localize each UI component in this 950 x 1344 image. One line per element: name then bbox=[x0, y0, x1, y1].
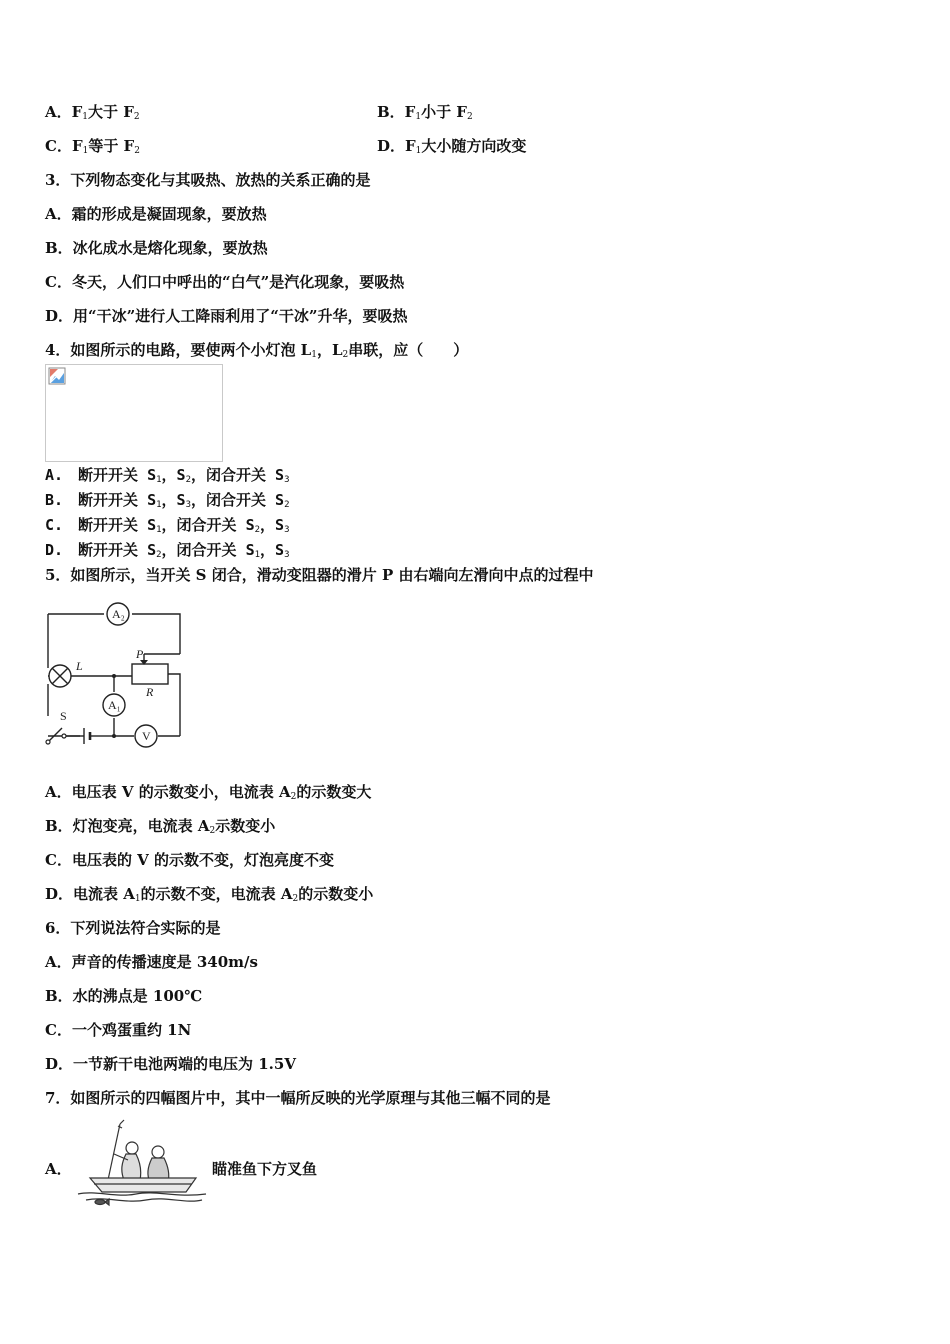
q4-option-b: B. 断开开关 $S_1$，$S_3$，闭合开关 $S_2$ bbox=[45, 491, 290, 510]
q7-stem: 7．如图所示的四幅图片中，其中一幅所反映的光学原理与其他三幅不同的是 bbox=[45, 1089, 551, 1107]
lamp-symbol bbox=[48, 665, 94, 687]
q6-stem: 6．下列说法符合实际的是 bbox=[45, 919, 221, 937]
q5-option-c: C．电压表的 V 的示数不变，灯泡亮度不变 bbox=[45, 851, 335, 869]
q2-option-a: A．$F_1$大于 $F_2$ bbox=[45, 103, 140, 122]
q3-option-c: C．冬天，人们口中呼出的“白气”是汽化现象，要吸热 bbox=[45, 273, 405, 291]
q4-option-c: C. 断开开关 $S_1$，闭合开关 $S_2$，$S_3$ bbox=[45, 516, 290, 535]
q5-circuit-diagram bbox=[40, 596, 186, 748]
q6-option-a: A．声音的传播速度是 340m/s bbox=[45, 953, 258, 971]
q2-option-b: B．$F_1$小于 $F_2$ bbox=[377, 103, 473, 122]
q3-option-b: B．冰化成水是熔化现象，要放热 bbox=[45, 239, 268, 257]
q4-option-a: A. 断开开关 $S_1$，$S_2$，闭合开关 $S_3$ bbox=[45, 466, 290, 485]
q2-option-c: C．$F_1$等于 $F_2$ bbox=[45, 137, 140, 156]
q7-fisherman-boat-illustration bbox=[76, 1118, 212, 1210]
fig-label-r: R bbox=[146, 685, 154, 699]
q5-option-a: A．电压表 V 的示数变小，电流表 $A_2$的示数变大 bbox=[45, 783, 372, 802]
q3-option-a: A．霜的形成是凝固现象，要放热 bbox=[45, 205, 267, 223]
q4-stem: 4．如图所示的电路，要使两个小灯泡 $L_1$，$L_2$串联，应（ ） bbox=[45, 341, 469, 360]
fig-label-a1: A₁ bbox=[108, 698, 121, 712]
fig-label-s: S bbox=[60, 709, 67, 723]
q6-option-c: C．一个鸡蛋重约 1N bbox=[45, 1021, 192, 1039]
fig-label-v: V bbox=[142, 729, 151, 743]
q5-option-b: B．灯泡变亮，电流表 $A_2$示数变小 bbox=[45, 817, 276, 836]
q2-option-d: D．$F_1$大小随方向改变 bbox=[377, 137, 527, 156]
fig-label-l: L bbox=[76, 659, 83, 673]
fig-label-p: P bbox=[136, 647, 144, 661]
broken-image-icon bbox=[48, 367, 66, 385]
q5-option-d: D．电流表 $A_1$的示数不变，电流表 $A_2$的示数变小 bbox=[45, 885, 374, 904]
q3-stem: 3．下列物态变化与其吸热、放热的关系正确的是 bbox=[45, 171, 371, 189]
q7-option-a-caption: 瞄准鱼下方叉鱼 bbox=[212, 1160, 318, 1178]
q4-option-d: D. 断开开关 $S_2$，闭合开关 $S_1$，$S_3$ bbox=[45, 541, 290, 560]
q3-option-d: D．用“干冰”进行人工降雨利用了“干冰”升华，要吸热 bbox=[45, 307, 408, 325]
broken-image-placeholder bbox=[45, 364, 223, 462]
q6-option-b: B．水的沸点是 100℃ bbox=[45, 987, 203, 1005]
fig-label-a2: A₂ bbox=[112, 607, 125, 621]
q6-option-d: D．一节新干电池两端的电压为 1.5V bbox=[45, 1055, 296, 1073]
q5-stem: 5．如图所示，当开关 S 闭合，滑动变阻器的滑片 P 由右端向左滑向中点的过程中 bbox=[45, 566, 594, 584]
q7-option-a-label: A． bbox=[45, 1160, 72, 1178]
